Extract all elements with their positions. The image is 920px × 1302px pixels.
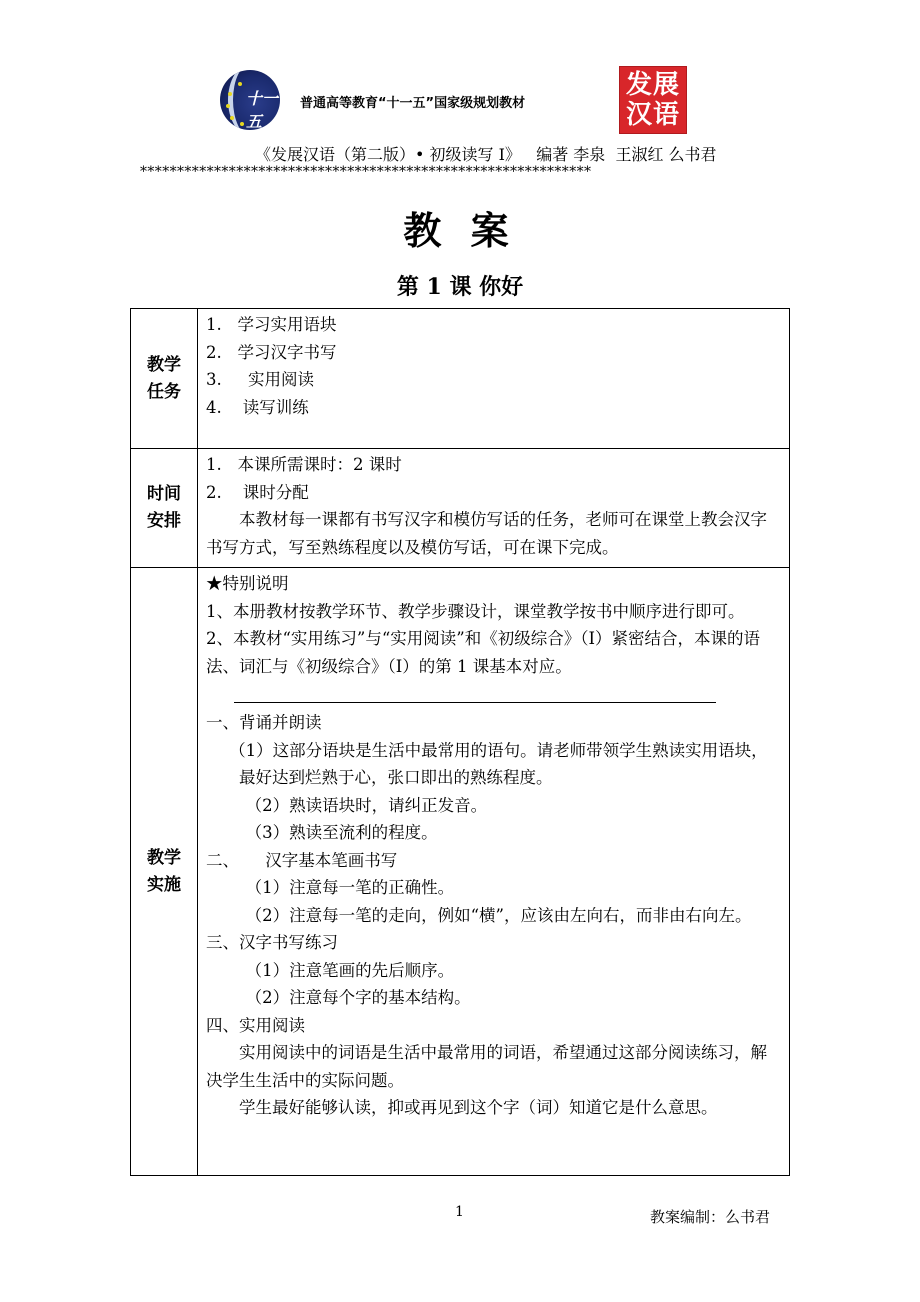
section-title: 二、 汉字基本笔画书写 (206, 850, 398, 870)
list-item: （2）注意每个字的基本结构。 (245, 988, 471, 1007)
list-item: 2. 学习汉字书写 (206, 342, 337, 362)
paragraph: 实用阅读中的词语是生活中最常用的词语，希望通过这部分阅读练习，解决学生生活中的实际问题。 (206, 1043, 767, 1090)
row-heading: 教学实施 (131, 568, 198, 1176)
list-item: 4. 读写训练 (206, 397, 309, 417)
note-title: ★特别说明 (206, 574, 289, 593)
section-title: 四、实用阅读 (206, 1015, 305, 1035)
row-content (198, 568, 790, 1176)
footer-editor: 教案编制：么书君 (650, 1208, 771, 1226)
list-item: 1. 本课所需课时：2 课时 (206, 455, 402, 474)
note: 2、本教材“实用练习”与“实用阅读”和《初级综合》（Ⅰ）紧密结合，本课的语法、词汇与《初级综合》（Ⅰ）的第 1 课基本对应。 (206, 629, 761, 676)
divider-line (234, 702, 716, 703)
row-content (198, 309, 790, 449)
row-heading: 时间安排 (131, 449, 198, 568)
list-item: （1）注意每一笔的正确性。 (245, 878, 455, 897)
star-divider: ************************************************************* (140, 164, 592, 180)
list-item: 2. 课时分配 (206, 482, 309, 502)
list-item: （1）这部分语块是生活中最常用的语句。请老师带领学生熟读实用语块，最好达到烂熟于心，张口即出的熟练程度。 (229, 740, 768, 787)
section-title: 三、汉字书写练习 (206, 933, 338, 952)
section-title: 一、背诵并朗读 (206, 713, 322, 732)
lesson-plan-table (130, 308, 790, 1176)
list-item: （1）注意笔画的先后顺序。 (245, 960, 455, 980)
eleventh-five-year-logo: 十一五 (220, 70, 280, 130)
table-row (131, 309, 790, 449)
note: 1、本册教材按教学环节、教学步骤设计，课堂教学按书中顺序进行即可。 (206, 601, 745, 621)
page-number: 1 (455, 1204, 464, 1220)
table-row (131, 568, 790, 1176)
fazhan-hanyu-logo: 发展 汉语 (619, 66, 687, 134)
page-title: 教 案 (403, 208, 517, 253)
list-item: （3）熟读至流利的程度。 (245, 823, 438, 842)
table-row (131, 449, 790, 568)
list-item: 1. 学习实用语块 (206, 315, 337, 334)
row-content (198, 449, 790, 568)
paragraph: 学生最好能够认读，抑或再见到这个字（词）知道它是什么意思。 (239, 1098, 718, 1117)
list-item: 3. 实用阅读 (206, 370, 314, 389)
series-label: 普通高等教育“十一五”国家级规划教材 (300, 96, 526, 111)
book-info: 《发展汉语（第二版）• 初级读写 I》 编著 李泉 王淑红 么书君 (255, 145, 717, 164)
lesson-title: 第 1 课 你好 (396, 274, 524, 300)
row-heading: 教学任务 (131, 309, 198, 449)
list-item: （2）熟读语块时，请纠正发音。 (245, 795, 488, 815)
list-item: （2）注意每一笔的走向，例如“横”，应该由左向右，而非由右向左。 (245, 905, 752, 925)
paragraph: 本教材每一课都有书写汉字和模仿写话的任务，老师可在课堂上教会汉字书写方式，写至熟练程度以及模仿写话，可在课下完成。 (206, 510, 767, 557)
